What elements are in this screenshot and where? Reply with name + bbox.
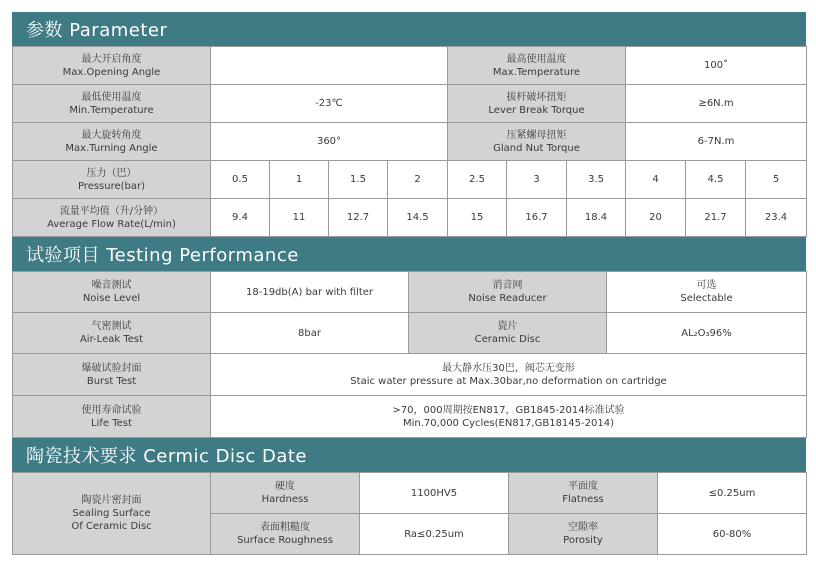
table-row	[13, 47, 807, 85]
max-opening-angle-value	[211, 47, 448, 85]
pressure-cell: 2	[388, 161, 448, 199]
pressure-cell: 3	[507, 161, 567, 199]
table-row	[13, 473, 807, 514]
table-row	[13, 272, 807, 313]
ceramic-disc-value: AL₂O₃96%	[607, 313, 807, 354]
burst-test-value: 最大静水压30巴，阀芯无变形 Staic water pressure at Max.30bar,no deformation on cartridge	[211, 354, 807, 396]
pressure-cell: 3.5	[567, 161, 626, 199]
ceramic-section-header	[12, 438, 806, 472]
gland-nut-torque-value: 6-7N.m	[626, 123, 807, 161]
parameter-table	[12, 46, 807, 237]
porosity-label: 空隙率 Porosity	[509, 514, 658, 555]
table-row	[13, 85, 807, 123]
pressure-cell: 4.5	[686, 161, 746, 199]
pressure-cell: 1	[270, 161, 329, 199]
pressure-cell: 2.5	[448, 161, 507, 199]
sealing-surface-label: 陶瓷片密封面 Sealing Surface Of Ceramic Disc	[13, 473, 211, 555]
pressure-label: 压力（巴） Pressure(bar)	[13, 161, 211, 199]
noise-level-label: 噪音测试 Noise Level	[13, 272, 211, 313]
flow-rate-label: 流量平均值（升/分钟） Average Flow Rate(L/min)	[13, 199, 211, 237]
hardness-label: 硬度 Hardness	[211, 473, 360, 514]
min-temperature-value: -23℃	[211, 85, 448, 123]
surface-roughness-value: Ra≤0.25um	[360, 514, 509, 555]
life-test-label: 使用寿命试验 Life Test	[13, 396, 211, 438]
max-temperature-label: 最高使用温度 Max.Temperature	[448, 47, 626, 85]
spec-sheet	[12, 12, 806, 555]
min-temperature-label: 最低使用温度 Min.Temperature	[13, 85, 211, 123]
pressure-cell: 5	[746, 161, 807, 199]
air-leak-label: 气密测试 Air-Leak Test	[13, 313, 211, 354]
burst-test-label: 爆破试验封面 Burst Test	[13, 354, 211, 396]
pressure-row	[13, 161, 807, 199]
parameter-section-header	[12, 12, 806, 46]
noise-reducer-value: 可选 Selectable	[607, 272, 807, 313]
testing-section-title: 试验项目 Testing Performance	[26, 245, 299, 266]
table-row	[13, 313, 807, 354]
pressure-cell: 4	[626, 161, 686, 199]
flow-rate-cell: 14.5	[388, 199, 448, 237]
pressure-cell: 0.5	[211, 161, 270, 199]
ceramic-disc-label: 瓷片 Ceramic Disc	[409, 313, 607, 354]
parameter-section-title: 参数 Parameter	[26, 20, 168, 41]
ceramic-table	[12, 472, 807, 555]
noise-reducer-label: 消音网 Noise Readucer	[409, 272, 607, 313]
flow-rate-cell: 11	[270, 199, 329, 237]
testing-table	[12, 271, 807, 438]
max-temperature-value: 100˚	[626, 47, 807, 85]
flow-rate-row	[13, 199, 807, 237]
flatness-value: ≤0.25um	[658, 473, 807, 514]
flow-rate-cell: 20	[626, 199, 686, 237]
flow-rate-cell: 16.7	[507, 199, 567, 237]
pressure-cell: 1.5	[329, 161, 388, 199]
hardness-value: 1100HV5	[360, 473, 509, 514]
lever-break-torque-value: ≥6N.m	[626, 85, 807, 123]
air-leak-value: 8bar	[211, 313, 409, 354]
table-row	[13, 354, 807, 396]
flow-rate-cell: 21.7	[686, 199, 746, 237]
ceramic-section-title: 陶瓷技术要求 Cermic Disc Date	[26, 446, 307, 467]
flow-rate-cell: 9.4	[211, 199, 270, 237]
max-turning-angle-value: 360°	[211, 123, 448, 161]
flow-rate-cell: 18.4	[567, 199, 626, 237]
table-row	[13, 123, 807, 161]
flow-rate-cell: 15	[448, 199, 507, 237]
table-row	[13, 396, 807, 438]
surface-roughness-label: 表面粗糙度 Surface Roughness	[211, 514, 360, 555]
noise-level-value: 18-19db(A) bar with filter	[211, 272, 409, 313]
max-opening-angle-label: 最大开启角度 Max.Opening Angle	[13, 47, 211, 85]
gland-nut-torque-label: 压紧螺母扭矩 Gland Nut Torque	[448, 123, 626, 161]
flow-rate-cell: 23.4	[746, 199, 807, 237]
max-turning-angle-label: 最大旋转角度 Max.Turning Angle	[13, 123, 211, 161]
testing-section-header	[12, 237, 806, 271]
life-test-value: >70，000周期按EN817，GB1845-2014标准试验 Min.70,000 Cycles(EN817,GB18145-2014)	[211, 396, 807, 438]
porosity-value: 60-80%	[658, 514, 807, 555]
flatness-label: 平面度 Flatness	[509, 473, 658, 514]
lever-break-torque-label: 拔杆破坏扭矩 Lever Break Torque	[448, 85, 626, 123]
flow-rate-cell: 12.7	[329, 199, 388, 237]
